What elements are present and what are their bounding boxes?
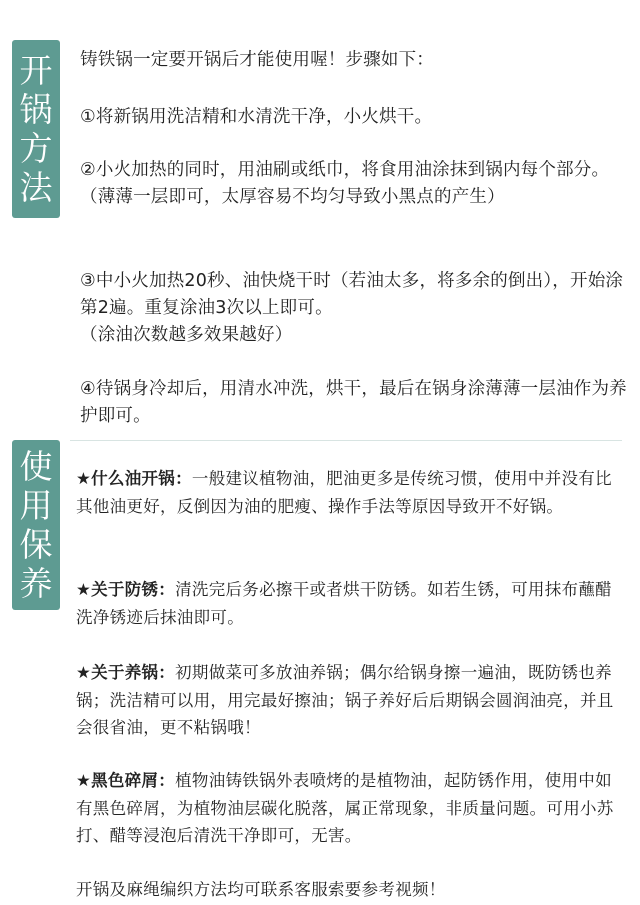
tab-char: 开	[19, 51, 53, 90]
tab-char: 保	[19, 525, 53, 564]
care-item-oil	[76, 465, 624, 520]
care-item-text: 一般建议植物油，肥油更多是传统习惯，使用中并没有比其他油更好，反倒因为油的肥瘦、操作手法等原因导致开不好锅。	[76, 469, 612, 516]
care-item-text: 初期做菜可多放油养锅；偶尔给锅身擦一遍油，既防锈也养锅；洗洁精可以用，用完最好擦油；锅子养好后后期锅会圆润油亮，并且会很省油，更不粘锅哦！	[76, 663, 614, 737]
section-divider	[70, 440, 622, 441]
care-item-rust	[76, 576, 624, 631]
section-tab-maintenance	[12, 440, 60, 610]
step-2: ②小火加热的同时，用油刷或纸巾，将食用油涂抹到锅内每个部分。（薄薄一层即可，太厚容易不均匀导致小黑点的产生）	[80, 160, 610, 207]
step-1: ①将新锅用洗洁精和水清洗干净，小火烘干。	[80, 107, 433, 127]
care-item-heading: ★关于养锅：	[76, 663, 176, 682]
care-item-maintain	[76, 659, 624, 742]
tab-char: 法	[19, 168, 53, 207]
step-3-note: （涂油次数越多效果越好）	[80, 325, 293, 345]
tab-char: 使	[19, 447, 53, 486]
care-item-black-flakes	[76, 767, 624, 850]
step-3: ③中小火加热20秒、油快烧干时（若油太多，将多余的倒出），开始涂第2遍。重复涂油3次以上即可。	[80, 271, 624, 318]
care-item-heading: ★黑色碎屑：	[76, 771, 176, 790]
care-item-heading: ★关于防锈：	[76, 580, 176, 599]
section-tab-seasoning	[12, 40, 60, 218]
tab-char: 锅	[19, 90, 53, 129]
tab-char: 方	[19, 129, 53, 168]
care-item-text: 植物油铸铁锅外表喷烤的是植物油，起防锈作用，使用中如有黑色碎屑，为植物油层碳化脱落，属正常现象，非质量问题。可用小苏打、醋等浸泡后清洗干净即可，无害。	[76, 771, 614, 845]
tab-char: 用	[19, 486, 53, 525]
care-item-text: 清洗完后务必擦干或者烘干防锈。如若生锈，可用抹布蘸醋洗净锈迹后抹油即可。	[76, 580, 612, 627]
section1-intro: 铸铁锅一定要开锅后才能使用喔！步骤如下：	[80, 50, 434, 70]
step-4: ④待锅身冷却后，用清水冲洗，烘干，最后在锅身涂薄薄一层油作为养护即可。	[80, 379, 627, 426]
tab-char: 养	[19, 564, 53, 603]
care-item-heading: ★什么油开锅：	[76, 469, 192, 488]
footer-note: 开锅及麻绳编织方法均可联系客服索要参考视频！	[76, 880, 446, 899]
